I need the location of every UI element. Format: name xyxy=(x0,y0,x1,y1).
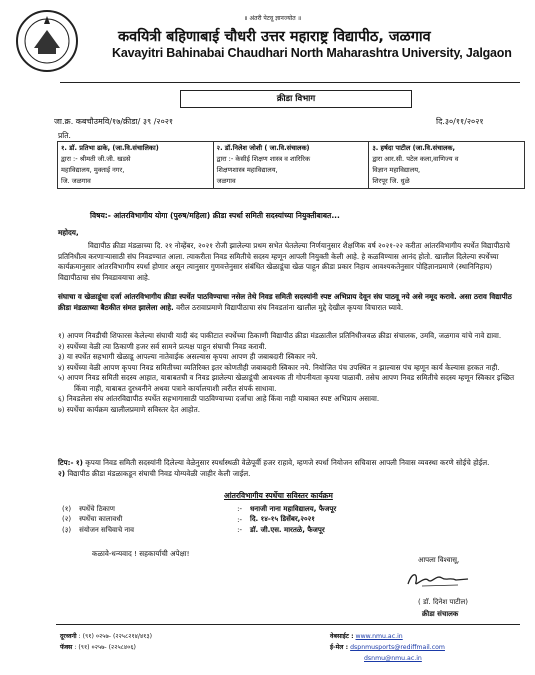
note-text: कृपया निवड समिती सदस्यांनी दिलेल्या वेळेनुसार स्पर्धास्थळी वेळेपूर्वी हजर राहावे, म्हणजे स्पर्धा नियोजन सचिवास आपली निवास व्यवस्था करणे सोईचे होईल. xyxy=(85,458,490,467)
list-item: ६) निवडलेला संघ आंतरविद्यापीठ स्पर्धेत सहभागासाठी पाठविण्याच्या दर्जाचा आहे किंवा नाही याबाबत स्पष्ट अभिप्राय असावा. xyxy=(58,394,380,403)
program-table xyxy=(58,504,340,536)
addressee-line: जि. जळगाव xyxy=(61,177,91,185)
list-item: ४) स्पर्धेच्या वेळी आपण कृपया निवड समितीच्या व्यतिरिक्त इतर कोणतीही जबाबदारी स्विकार नये. नियोजित पंच उपस्थित न झाल्यास पंच म्हणून कार्य केल्यास हरकत नाही. xyxy=(58,362,500,372)
addressee-heading: २. डॉ.निलेश जोशी ( जा.वि.संचालक) xyxy=(216,144,310,152)
letter-date: दि.३०/११/२०२१ xyxy=(436,117,484,126)
note-label: २) xyxy=(58,468,66,478)
addressee-line: जळगाव xyxy=(216,177,236,185)
notes xyxy=(58,458,524,479)
instruction-list xyxy=(58,331,524,415)
body-paragraph-2 xyxy=(58,292,524,313)
program-row-value: दि. १४-१५ डिसेंबर,२०२१ xyxy=(250,515,315,524)
addressee-heading: ३. हर्षदा पाटील (जा.वि.संचालक, xyxy=(372,144,455,152)
program-row-label: स्पर्धेचे ठिकाण xyxy=(79,504,115,513)
website-link[interactable]: www.nmu.ac.in xyxy=(355,633,403,640)
note-label: टिप:- १) xyxy=(58,458,83,467)
addressee-line: द्वारा :- श्रीमती जी.जी. खडसे xyxy=(61,155,131,163)
paragraph-continuation: वरील ठरावाप्रमाणे विद्यापीठाचा संघ निवडतांना खालील मुद्दे देखील कृपया विचारात घ्यावे. xyxy=(176,302,404,312)
signatory-name: ( डॉ. दिनेश पाटील) xyxy=(418,598,468,606)
addressee-line: विज्ञान महाविद्यालय, xyxy=(372,166,421,174)
program-title: आंतरविभागीय स्पर्धेचा सविस्तर कार्यक्रम xyxy=(224,491,333,500)
reference-number: जा.क्र. कबचौउमवि/१७/क्रीडा/ ३९ /२०२१ xyxy=(54,117,174,126)
subject-line: विषय:- आंतरविभागीय योगा (पुरुष/महिला) क्रीडा स्पर्धा समिती सदस्यांच्या नियुक्तीबाबत... xyxy=(90,211,340,220)
program-row xyxy=(58,504,340,515)
program-row-number: (२) xyxy=(62,515,72,524)
sign-off: आपला विश्वासू, xyxy=(418,556,460,564)
list-item: ३) या स्पर्धेत सहभागी खेळाडू आपल्या नातेवाईक असल्यास कृपया आपण ही जबाबदारी स्विकार नये. xyxy=(58,352,318,361)
university-name-marathi: कवयित्री बहिणाबाई चौधरी उत्तर महाराष्ट्र विद्यापीठ, जळगाव xyxy=(118,29,431,45)
program-row-separator: :- xyxy=(237,515,242,524)
resolution-text: संघाचा व खेळाडूंचा दर्जा आंतरविभागीय क्रीडा स्पर्धेत पाठविण्याचा नसेल तेथे निवड समिती सदस्यांनी स्पष्ट अभिप्राय देवून संघ पाठवू नये असे नमूद करावे. असा ठराव विद्यापीठ क्रीडा मंडळाच्या बैठकीत संमत झालेला आहे. xyxy=(58,292,512,312)
university-name-english: Kavayitri Bahinabai Chaudhari North Maharashtra University, Jalgaon xyxy=(112,46,512,60)
body-paragraph-1: विद्यापीठ क्रीडा मंडळाच्या दि. २१ नोव्हेंबर, २०२१ रोजी झालेल्या प्रथम सभेत घेतलेल्या निर्णयानुसार शैक्षणिक वर्ष २०२१-२२ करीता आंतरविभागीय स्पर्धेत विद्यापीठाचे प्रतिनिधीत्व करणाऱ्यासाठी संघ निवडण्यात आला. त्याकरीता निवड समितीचे सदस्य म्हणून आपली नियुक्ती केली आहे. हे कळविण्यास आनंद होतो. खालील दिलेल्या स्पर्धेच्या कार्यक्रमानुसार आंतरविभागीय स्पर्धा होणार असून त्यानुसार गुणवत्तेनुसार संबंधित खेळाडूंचा खेळ पाहून क्रीडा प्रकार निहाय आवश्यकतेनुसार पोहिज्ञानप्रमाणे (स्थानिनिहाय) विद्यापीठाचा संघ निवडावयाचा आहे. xyxy=(58,241,510,282)
phone-number: : (९१) ०२५७- (२२५८२१४/४१३) xyxy=(78,633,153,640)
addressee-1 xyxy=(58,142,214,189)
prati-label: प्रति. xyxy=(58,131,71,140)
addressee-line: द्वारा :- केसीई शिक्षण शास्त्र व शारिरिक xyxy=(216,155,311,163)
closing-line: कळावे-धन्यवाद ! सहकार्याची अपेक्षा! xyxy=(92,549,190,558)
program-row xyxy=(58,515,340,526)
program-row-label: स्पर्धेचा कालावधी xyxy=(79,515,123,524)
footer-web xyxy=(330,631,445,664)
footer-contact xyxy=(60,631,152,653)
addressee-heading: १. डॉ. प्रतिभा ढाके, (जा.वि.संचालिका) xyxy=(61,144,159,152)
note-text: विद्यापीठ क्रीडा मंडळाकडून संघाची निवड योग्यवेळी जाहीर केली जाईल. xyxy=(67,468,251,478)
website-label: वेबसाईट : xyxy=(330,633,354,640)
university-logo xyxy=(14,8,80,74)
list-item: १) आपण निवडीची शिफारस केलेल्या संघाची यादी बंद पाकीटात स्पर्धेच्या ठिकाणी विद्यापीठ क्रीडा मंडळातील प्रतिनिधीजवळ क्रीडा संचालक, उमवि, जळगाव यांचे नावे द्यावा. xyxy=(58,331,502,340)
addressee-3 xyxy=(369,142,525,189)
signature-image xyxy=(398,568,478,592)
note-item xyxy=(58,458,524,469)
list-item: ५) आपण निवड समिती सदस्य आहात, याबाबतची व निवड झालेल्या खेळाडूंची आवश्यक ती गोपनीयता कृपया पाळावी. तसेच आपण निवड समितीचे सदस्य म्हणून स्विकार इच्छित किंवा नाही, याबाबत दुरध्वनीने अथवा पत्राने कार्यालयाशी त्वरीत संपर्क साधावा. xyxy=(58,373,515,393)
department-box: क्रीडा विभाग xyxy=(180,90,412,108)
program-row-label: संयोजन सचिवाचे नाव xyxy=(79,525,134,534)
motto: ॥ अंतरी पेटवू ज्ञानज्योत ॥ xyxy=(244,15,302,22)
email-link-1[interactable]: dspnmusports@rediffmail.com xyxy=(350,644,445,651)
signatory-designation: क्रीडा संचालक xyxy=(422,610,459,618)
program-row-number: (३) xyxy=(62,525,72,534)
email-link-2[interactable]: dsnmu@nmu.ac.in xyxy=(364,655,422,662)
program-row-value: धनाजी नाना महाविद्यालय, फैजपूर xyxy=(250,504,337,513)
note-item xyxy=(58,469,524,480)
salutation: महोदय, xyxy=(58,228,79,237)
fax-label: फॅक्स xyxy=(60,644,73,651)
footer-divider xyxy=(56,624,520,625)
program-row-separator: :- xyxy=(237,526,242,535)
list-item: ७) स्पर्धेचा कार्यक्रम खालीलप्रमाणे सविस्तर देत आहोत. xyxy=(58,404,201,414)
email-label: ई-मेल : xyxy=(330,644,349,651)
program-row-number: (१) xyxy=(62,504,72,513)
addressee-line: द्वारा आर.सी. पटेल कला,वाणिज्य व xyxy=(372,155,459,163)
program-row xyxy=(58,525,340,536)
list-item: २) स्पर्धेच्या वेळी त्या ठिकाणी हजर सर्व सामने प्रत्यक्ष पाहून संघाची निवड करावी. xyxy=(58,341,267,351)
header-divider xyxy=(60,82,520,83)
program-row-separator: :- xyxy=(237,505,242,514)
addressee-2 xyxy=(213,142,369,189)
program-row-value: डॉ. जी.एस. मारतळे, फैजपूर xyxy=(250,525,325,534)
phone-label: दूरध्वनी xyxy=(60,633,77,640)
addressee-line: शिक्षणशास्त्र महाविद्यालय, xyxy=(216,166,278,174)
fax-number: : (९१) ०२५७- (२२५८४०६) xyxy=(74,644,136,651)
addressee-line: शिरपूर जि. धुळे xyxy=(372,177,410,185)
addressee-table xyxy=(57,141,525,189)
addressee-line: महाविद्यालय, मुक्ताई नगर, xyxy=(61,166,125,174)
